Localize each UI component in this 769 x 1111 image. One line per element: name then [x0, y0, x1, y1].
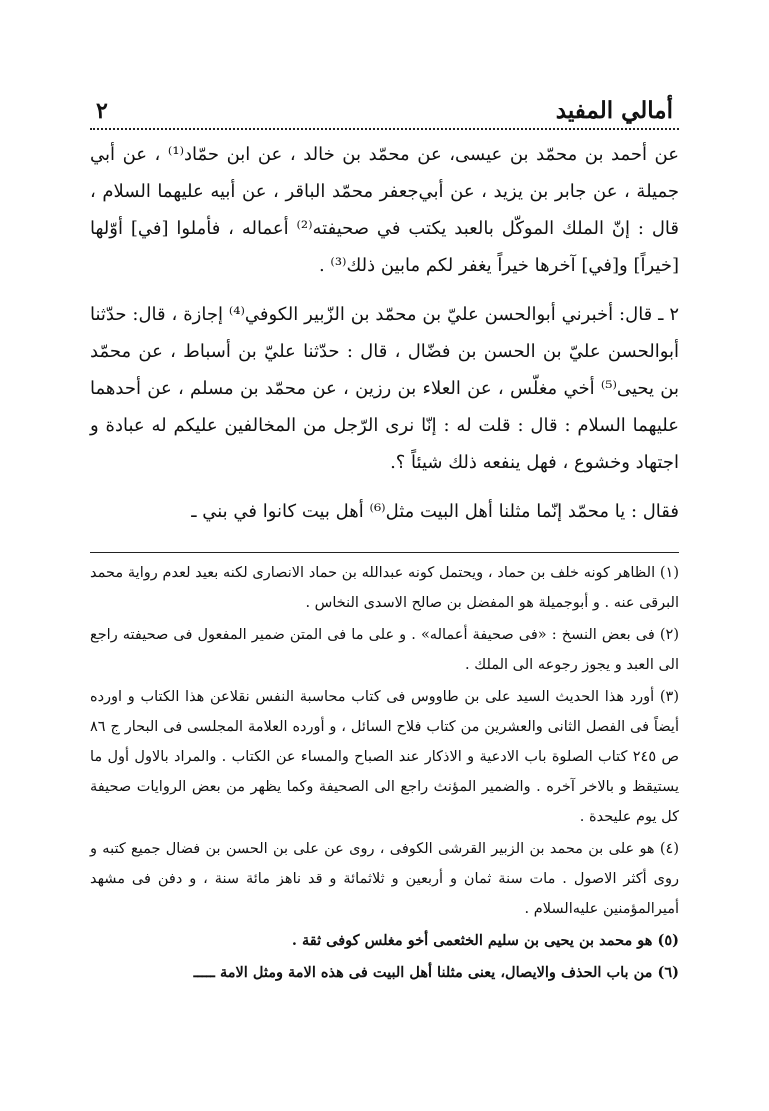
page-number: ٢ [96, 98, 108, 124]
main-text [90, 136, 679, 542]
footnote-1: (١) الظاهر كونه خلف بن حماد ، ويحتمل كونه عبدالله بن حماد الانصارى لكنه بعيد لعدم رواية محمد البرقى عنه . و أبوجميلة هو المفضل بن صالح الاسدى النخاس . [90, 565, 679, 611]
main-paragraph: عن أحمد بن محمّد بن عيسى، عن محمّد بن خالد ، عن ابن حمّاد⁽¹⁾ ، عن أبي جميلة ، عن جابر بن يزيد ، عن أبي‌جعفر محمّد الباقر ، عن أبيه عليهما السلام ، قال : إنّ الملك الموكّل بالعبد يكتب في صحيفته⁽²⁾ أعماله ، فأملوا [في] أوّلها [خيراً] و[في] آخرها خيراً يغفر لكم مابين ذلك⁽³⁾ . [90, 144, 680, 276]
footnote-separator [90, 552, 679, 553]
header-dotted-rule [90, 128, 679, 130]
footnote-6: (٦) من باب الحذف والايصال، يعنى مثلنا أهل البيت فى هذه الامة ومثل الامة ـــــ [193, 964, 679, 981]
main-paragraph: فقال : يا محمّد إنّما مثلنا أهل البيت مثل⁽⁶⁾ أهل بيت كانوا في بني ـ [191, 501, 679, 522]
footnote-2: (٢) فى بعض النسخ : «فى صحيفة أعماله» . و على ما فى المتن ضمير المفعول فى صحيفته راجع الى العبد و يجوز رجوعه الى الملك . [90, 627, 679, 673]
footnote-3: (٣) أورد هذا الحديث السيد على بن طاووس فى كتاب محاسبة النفس نقلاعن هذا الكتاب و اورده أيضاً فى الفصل الثانى والعشرين من كتاب فلاح السائل ، و أورده العلامة المجلسى فى البحار ج ٨٦ ص ٢٤٥ كتاب الصلوة باب الادعية و الاذكار عند الصباح والمساء عن الكتاب . والمراد بالاول أول ما يستيقظ و بالاخر آخره . والضمير المؤنث راجع الى الصحيفة وكما يظهر من بعض الروايات صحيفة كل يوم عليحدة . [90, 689, 679, 825]
footnotes [90, 558, 679, 990]
footnote-4: (٤) هو على بن محمد بن الزبير القرشى الكوفى ، روى عن على بن الحسن بن فضال جميع كتبه و روى أكثر الاصول . مات سنة ثمان و أربعين و ثلاثمائة و قد ناهز مائة سنة ، و دفن فى مشهد أميرالمؤمنين عليه‌السلام . [90, 841, 679, 917]
page-header [96, 84, 673, 124]
footnote-5: (٥) هو محمد بن يحيى بن سليم الخثعمى أخو مغلس كوفى ثقة . [291, 932, 679, 949]
book-title: أمالي المفيد [555, 97, 673, 124]
main-paragraph: ٢ ـ قال: أخبرني أبوالحسن عليّ بن محمّد بن الزّبير الكوفي⁽⁴⁾ إجازة ، قال: حدّثنا أبوالحسن عليّ بن الحسن بن فضّال ، قال : حدّثنا عليّ بن أسباط ، عن محمّد بن يحيى⁽⁵⁾ أخي مغلّس ، عن العلاء بن رزين ، عن محمّد بن مسلم ، عن أحدهما عليهما السلام : قال : قلت له : إنّا نرى الرّجل من المخالفين عليكم له عبادة و اجتهاد وخشوع ، فهل ينفعه ذلك شيئاً ؟. [90, 304, 680, 473]
